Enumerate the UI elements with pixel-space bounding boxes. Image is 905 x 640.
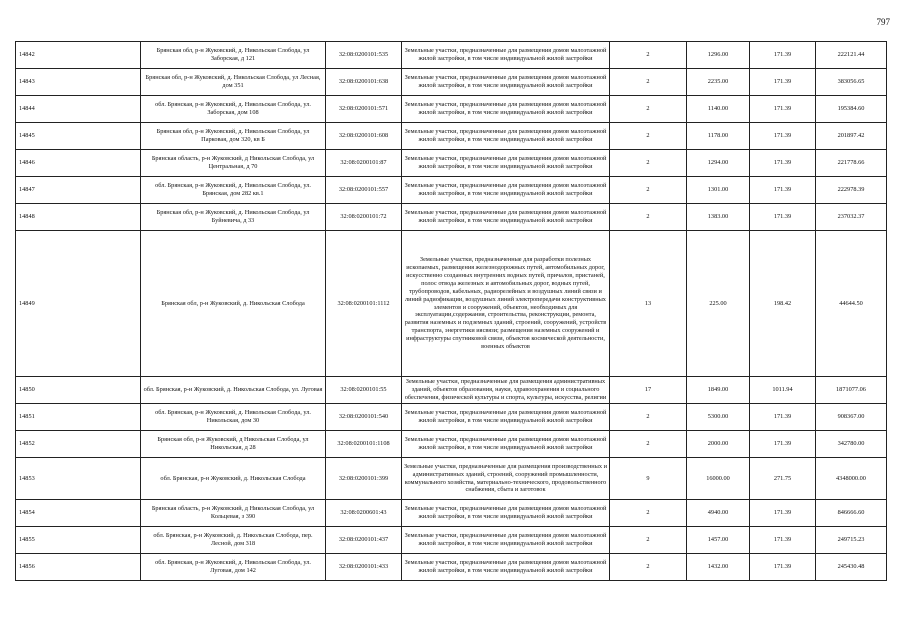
rate-cell: 171.39: [750, 177, 816, 204]
land-use-cell: Земельные участки, предназначенные для размещения домов малоэтажной жилой застройки, в том числе индивидуальной жилой застройки: [402, 42, 610, 69]
row-number: 14845: [16, 123, 141, 150]
area-cell: 4940.00: [687, 500, 750, 527]
land-use-cell: Земельные участки, предназначенные для размещения домов малоэтажной жилой застройки, в том числе индивидуальной жилой застройки: [402, 204, 610, 231]
table-row: [16, 69, 887, 96]
cadastral-number-cell: 32:08:0200101:433: [326, 554, 402, 581]
address-cell: обл. Брянская, р-н Жуковский, д. Никольская Слобода, пер. Лесной, дом 318: [141, 527, 326, 554]
land-use-cell: Земельные участки, предназначенные для размещения домов малоэтажной жилой застройки, в том числе индивидуальной жилой застройки: [402, 123, 610, 150]
land-use-cell: Земельные участки, предназначенные для размещения домов малоэтажной жилой застройки, в том числе индивидуальной жилой застройки: [402, 431, 610, 458]
cadastral-number-cell: 32:08:0200101:557: [326, 177, 402, 204]
row-number: 14848: [16, 204, 141, 231]
cadastral-number-cell: 32:08:0200101:72: [326, 204, 402, 231]
area-cell: 16000.00: [687, 458, 750, 500]
row-number: 14850: [16, 377, 141, 404]
rate-cell: 171.39: [750, 554, 816, 581]
cadastral-value-cell: 195384.60: [816, 96, 887, 123]
table-body: [16, 42, 887, 581]
cadastral-value-cell: 201897.42: [816, 123, 887, 150]
table-row: [16, 404, 887, 431]
cadastral-number-cell: 32:08:0200101:1108: [326, 431, 402, 458]
area-cell: 2000.00: [687, 431, 750, 458]
land-use-cell: Земельные участки, предназначенные для размещения домов малоэтажной жилой застройки, в том числе индивидуальной жилой застройки: [402, 177, 610, 204]
land-use-cell: Земельные участки, предназначенные для размещения домов малоэтажной жилой застройки, в том числе индивидуальной жилой застройки: [402, 69, 610, 96]
land-use-cell: Земельные участки, предназначенные для размещения домов малоэтажной жилой застройки, в том числе индивидуальной жилой застройки: [402, 404, 610, 431]
row-number: 14852: [16, 431, 141, 458]
land-use-cell: Земельные участки, предназначенные для размещения домов малоэтажной жилой застройки, в том числе индивидуальной жилой застройки: [402, 527, 610, 554]
land-use-cell: Земельные участки, предназначенные для разработки полезных ископаемых, размещения железнодорожных путей, автомобильных дорог, искусственно созданных внутренних водных путей, причалов, пристаней, полос отвода железных и автомобильных дорог, водных путей, трубопроводов, кабельных, радиорелейных и воздушных линий связи и линий радиофикации, воздушных линий электропередачи конструктивных элементов и сооружений, объектов, необходимых для эксплуатации,содержания, строительства, реконструкции, ремонта, развития наземных и подземных зданий, строений, сооружений, устройств транспорта, энергетики иясвязи; размещения наземных сооружений и инфраструктуры спутниковой связи, объектов космической деятельности, военных объектов: [402, 231, 610, 377]
rate-cell: 171.39: [750, 500, 816, 527]
address-cell: обл. Брянская, р-н Жуковский, д. Никольская Слобода, ул. Никольская, дом 30: [141, 404, 326, 431]
address-cell: Брянская область, р-н Жуковский, д Никольская Слобода, ул Центральная, д 70: [141, 150, 326, 177]
group-cell: 9: [610, 458, 687, 500]
group-cell: 2: [610, 177, 687, 204]
address-cell: обл. Брянская, р-н Жуковский, д. Никольская Слобода: [141, 458, 326, 500]
cadastral-number-cell: 32:08:0200101:1112: [326, 231, 402, 377]
page-number: 797: [876, 17, 890, 27]
address-cell: Брянская обл, р-н Жуковский, д. Никольская Слобода: [141, 231, 326, 377]
area-cell: 1849.00: [687, 377, 750, 404]
address-cell: Брянская обл, р-н Жуковский, д Никольская Слобода, ул Никольская, д 28: [141, 431, 326, 458]
address-cell: обл. Брянская, р-н Жуковский, д. Никольская Слобода, ул. Луговая, дом 142: [141, 554, 326, 581]
group-cell: 13: [610, 231, 687, 377]
cadastral-number-cell: 32:08:0200101:535: [326, 42, 402, 69]
area-cell: 1178.00: [687, 123, 750, 150]
address-cell: обл. Брянская, р-н Жуковский, д. Никольская Слобода, ул. Брянская, дом 282 кв.1: [141, 177, 326, 204]
cadastral-number-cell: 32:08:0200101:399: [326, 458, 402, 500]
rate-cell: 171.39: [750, 123, 816, 150]
rate-cell: 198.42: [750, 231, 816, 377]
group-cell: 2: [610, 500, 687, 527]
group-cell: 2: [610, 554, 687, 581]
table-row: [16, 150, 887, 177]
address-cell: обл. Брянская, р-н Жуковский, д. Никольская Слобода, ул. Заборская, дом 108: [141, 96, 326, 123]
cadastral-number-cell: 32:08:0200101:608: [326, 123, 402, 150]
rate-cell: 171.39: [750, 527, 816, 554]
table-row: [16, 431, 887, 458]
row-number: 14842: [16, 42, 141, 69]
address-cell: Брянская обл, р-н Жуковский, д. Никольская Слобода, ул Парковая, дом 320, кв Б: [141, 123, 326, 150]
address-cell: обл. Брянская, р-н Жуковский, д. Никольская Слобода, ул. Луговая: [141, 377, 326, 404]
row-number: 14853: [16, 458, 141, 500]
group-cell: 2: [610, 69, 687, 96]
address-cell: Брянская обл, р-н Жуковский, д. Никольская Слобода, ул Лесная, дом 351: [141, 69, 326, 96]
area-cell: 1294.00: [687, 150, 750, 177]
cadastral-value-cell: 237032.37: [816, 204, 887, 231]
land-use-cell: Земельные участки, предназначенные для размещения домов малоэтажной жилой застройки, в том числе индивидуальной жилой застройки: [402, 150, 610, 177]
group-cell: 2: [610, 96, 687, 123]
table-row: [16, 231, 887, 377]
land-use-cell: Земельные участки, предназначенные для размещения производственных и административных зданий, строений, сооружений промышленности, коммунального хозяйства, материально-технического, продовольственного снабжения, сбыта и заготовок: [402, 458, 610, 500]
row-number: 14846: [16, 150, 141, 177]
rate-cell: 271.75: [750, 458, 816, 500]
group-cell: 2: [610, 150, 687, 177]
area-cell: 1296.00: [687, 42, 750, 69]
table-row: [16, 458, 887, 500]
area-cell: 2235.00: [687, 69, 750, 96]
land-use-cell: Земельные участки, предназначенные для размещения домов малоэтажной жилой застройки, в том числе индивидуальной жилой застройки: [402, 500, 610, 527]
cadastral-value-cell: 245430.48: [816, 554, 887, 581]
group-cell: 2: [610, 123, 687, 150]
table-row: [16, 42, 887, 69]
row-number: 14854: [16, 500, 141, 527]
rate-cell: 171.39: [750, 431, 816, 458]
area-cell: 1432.00: [687, 554, 750, 581]
cadastral-value-cell: 222121.44: [816, 42, 887, 69]
address-cell: Брянская обл, р-н Жуковский, д. Никольская Слобода, ул Буйневича, д 33: [141, 204, 326, 231]
rate-cell: 171.39: [750, 96, 816, 123]
land-registry-table: [15, 41, 887, 581]
group-cell: 2: [610, 204, 687, 231]
table-row: [16, 377, 887, 404]
cadastral-number-cell: 32:08:0200101:540: [326, 404, 402, 431]
area-cell: 5300.00: [687, 404, 750, 431]
row-number: 14855: [16, 527, 141, 554]
row-number: 14856: [16, 554, 141, 581]
area-cell: 1140.00: [687, 96, 750, 123]
area-cell: 1383.00: [687, 204, 750, 231]
row-number: 14843: [16, 69, 141, 96]
rate-cell: 171.39: [750, 42, 816, 69]
table-row: [16, 177, 887, 204]
group-cell: 2: [610, 42, 687, 69]
cadastral-value-cell: 44644.50: [816, 231, 887, 377]
cadastral-value-cell: 1871077.06: [816, 377, 887, 404]
cadastral-value-cell: 4348000.00: [816, 458, 887, 500]
rate-cell: 171.39: [750, 204, 816, 231]
group-cell: 2: [610, 527, 687, 554]
area-cell: 1457.00: [687, 527, 750, 554]
rate-cell: 171.39: [750, 404, 816, 431]
table-row: [16, 527, 887, 554]
table-row: [16, 554, 887, 581]
land-use-cell: Земельные участки, предназначенные для размещения домов малоэтажной жилой застройки, в том числе индивидуальной жилой застройки: [402, 554, 610, 581]
cadastral-number-cell: 32:08:0200101:638: [326, 69, 402, 96]
row-number: 14849: [16, 231, 141, 377]
rate-cell: 171.39: [750, 69, 816, 96]
address-cell: Брянская обл, р-н Жуковский, д. Никольская Слобода, ул Заборская, д 121: [141, 42, 326, 69]
cadastral-number-cell: 32:08:0200101:571: [326, 96, 402, 123]
table-row: [16, 204, 887, 231]
cadastral-value-cell: 249715.23: [816, 527, 887, 554]
row-number: 14847: [16, 177, 141, 204]
table-row: [16, 500, 887, 527]
area-cell: 225.00: [687, 231, 750, 377]
cadastral-number-cell: 32:08:0200601:43: [326, 500, 402, 527]
cadastral-value-cell: 222978.39: [816, 177, 887, 204]
cadastral-value-cell: 846666.60: [816, 500, 887, 527]
land-use-cell: Земельные участки, предназначенные для размещения домов малоэтажной жилой застройки, в том числе индивидуальной жилой застройки: [402, 96, 610, 123]
cadastral-value-cell: 221778.66: [816, 150, 887, 177]
row-number: 14844: [16, 96, 141, 123]
cadastral-number-cell: 32:08:0200101:55: [326, 377, 402, 404]
cadastral-value-cell: 908367.00: [816, 404, 887, 431]
table-row: [16, 123, 887, 150]
cadastral-value-cell: 342780.00: [816, 431, 887, 458]
cadastral-number-cell: 32:08:0200101:437: [326, 527, 402, 554]
row-number: 14851: [16, 404, 141, 431]
area-cell: 1301.00: [687, 177, 750, 204]
group-cell: 2: [610, 404, 687, 431]
rate-cell: 1011.94: [750, 377, 816, 404]
group-cell: 2: [610, 431, 687, 458]
address-cell: Брянская область, р-н Жуковский, д Никольская Слобода, ул Кольцевая, з 390: [141, 500, 326, 527]
cadastral-value-cell: 383056.65: [816, 69, 887, 96]
cadastral-number-cell: 32:08:0200101:87: [326, 150, 402, 177]
group-cell: 17: [610, 377, 687, 404]
table-row: [16, 96, 887, 123]
land-use-cell: Земельные участки, предназначенные для размещения административных зданий, объектов образования, науки, здравоохранения и социального обеспечения, физической культуры и спорта, культуры, искусства, религии: [402, 377, 610, 404]
rate-cell: 171.39: [750, 150, 816, 177]
